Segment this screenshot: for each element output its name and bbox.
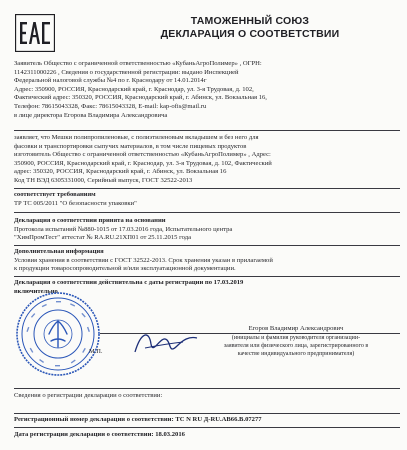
additional-label: Дополнительная информация bbox=[14, 248, 104, 255]
registration-date-label: Дата регистрации декларации о соответствии: bbox=[14, 431, 154, 438]
validity-line: Декларация о соответствии действительна с даты регистрации по 17.03.2019 bbox=[14, 279, 244, 286]
divider bbox=[14, 130, 400, 131]
basis-section bbox=[14, 217, 400, 243]
basis-label: Декларация о соответствии принята на основании bbox=[14, 217, 166, 224]
registration-number: ТС N RU Д-RU.АВ66.В.07277 bbox=[175, 416, 262, 423]
requirements-section bbox=[14, 191, 400, 208]
title-union: ТАМОЖЕННЫЙ СОЮЗ bbox=[190, 15, 310, 27]
company-stamp bbox=[15, 291, 101, 377]
applicant-line: в лице директора Егорова Владимира Александровича bbox=[14, 111, 168, 119]
applicant-section bbox=[14, 60, 400, 120]
caption-line: (инициалы и фамилия руководителя организации- bbox=[231, 335, 361, 341]
applicant-line: Адрес: 350900, РОССИЯ, Краснодарский край, г. Краснодар, ул. 3-я Трудовая, д. 102, bbox=[14, 85, 254, 93]
product-section bbox=[14, 134, 400, 186]
product-line: фасовки и транспортировки сыпучих материалов, в том числе пищевых продуктов bbox=[14, 142, 247, 150]
validity-line: включительно bbox=[14, 287, 58, 295]
additional-section bbox=[14, 248, 400, 274]
applicant-line: 1142311000226 , Сведения о государственной регистрации: выдано Инспекцией bbox=[14, 68, 239, 76]
signer-caption bbox=[196, 334, 396, 359]
additional-line: к продукции товаросопроводительной и/или эксплуатационной документации. bbox=[14, 265, 236, 273]
registration-date-row bbox=[14, 431, 400, 440]
registration-number-label: Регистрационный номер декларации о соответствии: bbox=[14, 416, 174, 423]
basis-line: Протокола испытаний №880-1015 от 17.03.2016 года, Испытательного центра bbox=[14, 225, 233, 233]
manufacturer-line: 350900, РОССИЯ, Краснодарский край, г. Краснодар, ул. 3-я Трудовая, д. 102, Фактический bbox=[14, 159, 272, 167]
applicant-line: Фактический адрес: 350320, РОССИЯ, Краснодарский край, г. Абинск, ул. Вокзальная 16, bbox=[14, 94, 267, 102]
caption-line: заявителя или физического лица, зарегистрированного в bbox=[223, 343, 369, 350]
divider bbox=[14, 427, 400, 428]
manufacturer-line: адрес: 350320, РОССИЯ, Краснодарский край, г. Абинск, ул. Вокзальная 16 bbox=[14, 168, 227, 176]
registration-number-row bbox=[14, 416, 400, 425]
product-line: заявляет, что Мешки полипропиленовые, с полиэтиленовым вкладышем и без него для bbox=[14, 134, 259, 141]
signer-name: Егоров Владимир Александрович bbox=[248, 325, 344, 332]
eac-logo bbox=[15, 14, 55, 52]
requirements-label: соответствует требованиям bbox=[14, 191, 96, 198]
applicant-line: Федеральной налоговой службы №4 по г. Краснодару от 14.01.2014г bbox=[14, 77, 207, 85]
divider bbox=[14, 388, 400, 389]
applicant-line: Телефон: 78615043328, Факс: 78615043328, E-mail: kap-ofis@mail.ru bbox=[14, 102, 207, 110]
stamp-place-label: М.П. bbox=[89, 348, 103, 355]
divider bbox=[14, 276, 400, 277]
divider bbox=[14, 188, 400, 189]
additional-line: Условия хранения в соответствии с ГОСТ 32522-2013. Срок хранения указан в прилагаемой bbox=[14, 256, 273, 264]
director-signature bbox=[131, 326, 201, 360]
manufacturer-line: изготовитель Общество с ограниченной ответственностью «КубаньАгроПолимер» , Адрес: bbox=[14, 151, 271, 159]
title-declaration: ДЕКЛАРАЦИЯ О СООТВЕТСТВИИ bbox=[160, 28, 340, 40]
registration-label: Сведения о регистрации декларации о соответствии: bbox=[14, 392, 163, 399]
requirements-value: ТР ТС 005/2011 "О безопасности упаковки" bbox=[14, 199, 137, 207]
tnved-line: Код ТН ВЭД 6305331000, Серийный выпуск, ГОСТ 32522-2013 bbox=[14, 176, 193, 184]
applicant-line: Заявитель Общество с ограниченной ответственностью «КубаньАгроПолимер» , ОГРН: bbox=[14, 60, 262, 67]
basis-line: "ХимПромТест" аттестат № RA.RU.21ХП01 от 25.11.2015 года bbox=[14, 234, 192, 242]
divider bbox=[14, 212, 400, 213]
divider bbox=[14, 413, 400, 414]
divider bbox=[14, 245, 400, 246]
document-title bbox=[100, 15, 400, 41]
registration-date: 18.03.2016 bbox=[155, 431, 185, 438]
caption-line: качестве индивидуального предпринимателя) bbox=[237, 351, 355, 358]
